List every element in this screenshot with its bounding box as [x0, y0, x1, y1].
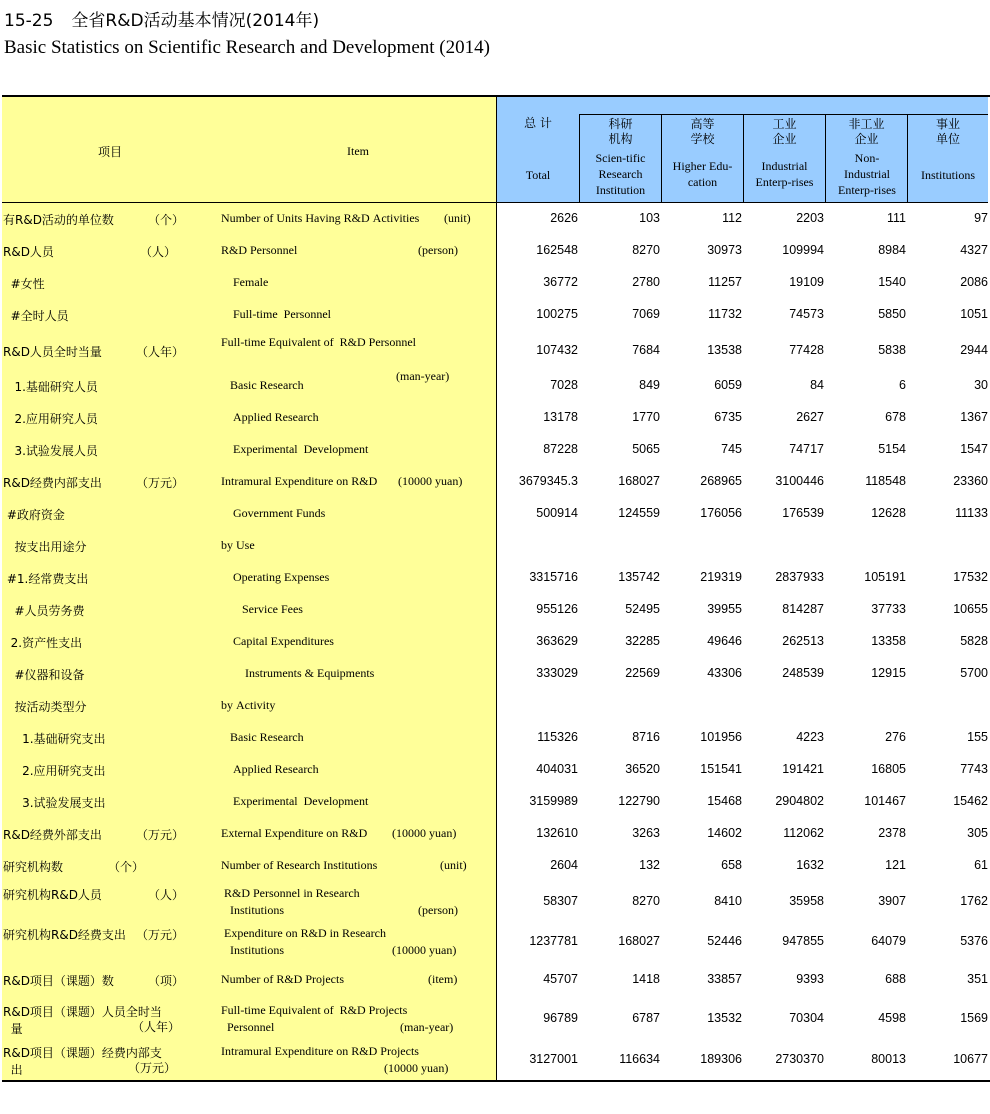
table-row	[0, 594, 990, 626]
table-cell: 8270	[632, 894, 660, 908]
row-label-en: Institutions	[221, 903, 285, 917]
row-label-cn: 3.试验发展人员	[3, 444, 98, 458]
table-cell: 103	[639, 211, 660, 225]
table-cell: 5065	[632, 442, 660, 456]
table-cell: 49646	[707, 634, 742, 648]
row-label-en: Intramural Expenditure on R&D	[221, 474, 378, 488]
table-cell: 1569	[960, 1011, 988, 1025]
table-cell: 189306	[700, 1052, 742, 1066]
row-label-cn: R&D经费外部支出	[3, 828, 102, 842]
table-cell: 36520	[625, 762, 660, 776]
table-cell: 2730370	[775, 1052, 824, 1066]
row-unit-cn: （个）	[148, 213, 185, 227]
table-cell: 96789	[543, 1011, 578, 1025]
table-row	[0, 882, 990, 922]
table-cell: 11732	[708, 307, 742, 321]
table-cell: 70304	[789, 1011, 824, 1025]
table-cell: 3263	[632, 826, 660, 840]
row-label-en: Capital Expenditures	[221, 634, 334, 648]
table-cell: 162548	[536, 243, 578, 257]
row-label-en: Number of R&D Projects	[221, 972, 344, 986]
row-unit-en: (unit)	[444, 211, 471, 225]
row-label-cn: 按支出用途分	[3, 540, 87, 554]
table-cell: 111	[886, 211, 906, 225]
table-cell: 1762	[960, 894, 988, 908]
row-label-cn: #1.经常费支出	[3, 572, 89, 586]
row-label-en: Operating Expenses	[221, 570, 330, 584]
row-label-en: by Activity	[221, 698, 276, 712]
table-cell: 36772	[543, 275, 578, 289]
table-cell: 305	[967, 826, 988, 840]
table-cell: 947855	[782, 934, 824, 948]
table-cell: 105191	[864, 570, 906, 584]
table-cell: 12628	[871, 506, 906, 520]
table-cell: 7684	[632, 343, 660, 357]
row-unit-cn: （人年）	[136, 345, 185, 359]
table-cell: 3100446	[775, 474, 824, 488]
table-cell: 2378	[878, 826, 906, 840]
row-unit-cn: （人年）	[132, 1020, 181, 1034]
table-cell: 61	[974, 858, 988, 872]
table-cell: 109994	[782, 243, 824, 257]
table-cell: 5828	[960, 634, 988, 648]
table-cell: 112062	[783, 826, 824, 840]
table-cell: 363629	[536, 634, 578, 648]
table-cell: 678	[885, 410, 906, 424]
table-row	[0, 267, 990, 299]
table-cell: 116634	[619, 1052, 660, 1066]
row-label-en: Number of Units Having R&D Activities	[221, 211, 420, 225]
table-cell: 97	[974, 211, 988, 225]
table-cell: 15468	[707, 794, 742, 808]
table-cell: 39955	[707, 602, 742, 616]
table-cell: 2837933	[775, 570, 824, 584]
table-cell: 262513	[782, 634, 824, 648]
row-label-en: Institutions	[221, 943, 285, 957]
header-total-cn: 总 计	[524, 116, 552, 130]
table-cell: 351	[967, 972, 988, 986]
table-cell: 1770	[632, 410, 660, 424]
row-label-en: Expenditure on R&D in Research	[221, 926, 386, 940]
table-cell: 688	[885, 972, 906, 986]
table-cell: 30973	[707, 243, 742, 257]
row-unit-cn: （万元）	[128, 1061, 177, 1075]
row-label-en: Female	[221, 275, 269, 289]
row-unit-en: (unit)	[440, 858, 467, 872]
table-cell: 132610	[536, 826, 578, 840]
table-row	[0, 690, 990, 722]
row-label-en: Experimental Development	[221, 442, 369, 456]
table-cell: 4327	[960, 243, 988, 257]
table-row	[0, 299, 990, 331]
row-unit-cn: （人）	[148, 888, 185, 902]
table-cell: 248539	[782, 666, 824, 680]
row-unit-en: (item)	[428, 972, 458, 986]
table-cell: 17532	[953, 570, 988, 584]
row-label-en: Applied Research	[221, 762, 319, 776]
table-cell: 77428	[789, 343, 824, 357]
table-cell: 6787	[632, 1011, 660, 1025]
table-cell: 122790	[618, 794, 660, 808]
table-cell: 500914	[536, 506, 578, 520]
table-cell: 13178	[543, 410, 578, 424]
table-row	[0, 754, 990, 786]
table-cell: 1051	[960, 307, 988, 321]
header-total-en: Total	[525, 168, 551, 182]
table-cell: 12915	[871, 666, 906, 680]
table-cell: 2904802	[775, 794, 824, 808]
table-cell: 74717	[789, 442, 824, 456]
table-cell: 333029	[536, 666, 578, 680]
table-cell: 124559	[618, 506, 660, 520]
table-cell: 32285	[625, 634, 660, 648]
row-unit-cn: （万元）	[136, 828, 185, 842]
table-cell: 8410	[714, 894, 742, 908]
row-label-cn: 量	[3, 1022, 23, 1036]
table-cell: 219319	[700, 570, 742, 584]
row-label-en: Basic Research	[221, 378, 304, 392]
table-cell: 5376	[960, 934, 988, 948]
table-cell: 2780	[632, 275, 660, 289]
row-label-cn: 出	[3, 1063, 23, 1077]
table-cell: 9393	[796, 972, 824, 986]
table-row	[0, 626, 990, 658]
table-row	[0, 498, 990, 530]
table-row	[0, 402, 990, 434]
table-cell: 22569	[625, 666, 660, 680]
row-label-en: Basic Research	[221, 730, 304, 744]
table-cell: 176056	[700, 506, 742, 520]
table-cell: 33857	[707, 972, 742, 986]
table-cell: 1418	[632, 972, 660, 986]
table-cell: 4223	[796, 730, 824, 744]
table-cell: 5838	[878, 343, 906, 357]
row-unit-en: (man-year)	[400, 1020, 454, 1034]
table-cell: 7743	[960, 762, 988, 776]
table-cell: 19109	[789, 275, 824, 289]
table-cell: 4598	[878, 1011, 906, 1025]
row-label-cn: #仪器和设备	[3, 668, 85, 682]
row-label-cn: R&D人员	[3, 245, 54, 259]
row-unit-en: (10000 yuan)	[392, 943, 457, 957]
row-label-cn: 研究机构R&D经费支出	[3, 928, 126, 942]
table-cell: 11133	[955, 506, 988, 520]
table-cell: 1237781	[529, 934, 578, 948]
table-row	[0, 203, 990, 235]
table-cell: 23360	[953, 474, 988, 488]
table-row	[0, 818, 990, 850]
header-item-en: Item	[347, 144, 369, 158]
row-label-en: Government Funds	[221, 506, 326, 520]
table-row	[0, 562, 990, 594]
table-cell: 15462	[953, 794, 988, 808]
table-row	[0, 466, 990, 498]
row-label-cn: R&D经费内部支出	[3, 476, 102, 490]
table-cell: 80013	[871, 1052, 906, 1066]
row-label-cn: #全时人员	[3, 309, 69, 323]
table-cell: 5154	[878, 442, 906, 456]
table-cell: 14602	[707, 826, 742, 840]
row-label-cn: 2.资产性支出	[3, 636, 83, 650]
table-row	[0, 235, 990, 267]
table-row	[0, 658, 990, 690]
row-label-cn: 研究机构数	[3, 860, 64, 874]
table-cell: 112	[722, 211, 742, 225]
row-label-en: Service Fees	[221, 602, 303, 616]
table-cell: 101467	[864, 794, 906, 808]
table-cell: 955126	[536, 602, 578, 616]
table-cell: 404031	[536, 762, 578, 776]
table-row	[0, 530, 990, 562]
table-cell: 6735	[714, 410, 742, 424]
table-cell: 2203	[796, 211, 824, 225]
row-label-en: Full-time Personnel	[221, 307, 331, 321]
table-cell: 3127001	[529, 1052, 578, 1066]
row-label-cn: 2.应用研究人员	[3, 412, 98, 426]
table-cell: 745	[721, 442, 742, 456]
row-label-en: R&D Personnel in Research	[221, 886, 360, 900]
table-cell: 5850	[878, 307, 906, 321]
table-cell: 849	[639, 378, 660, 392]
table-cell: 155	[967, 730, 988, 744]
table-cell: 1367	[960, 410, 988, 424]
header-item-cn: 项目	[97, 145, 122, 159]
table-cell: 5700	[960, 666, 988, 680]
table-cell: 7069	[632, 307, 660, 321]
table-row	[0, 850, 990, 882]
row-label-en: External Expenditure on R&D	[221, 826, 368, 840]
table-cell: 2627	[796, 410, 824, 424]
row-label-cn: R&D项目（课题）数	[3, 974, 114, 988]
table-cell: 8716	[632, 730, 660, 744]
table-cell: 10655	[953, 602, 988, 616]
row-label-en: Number of Research Institutions	[221, 858, 378, 872]
table-cell: 2944	[960, 343, 988, 357]
table-cell: 135742	[618, 570, 660, 584]
table-cell: 8984	[878, 243, 906, 257]
table-cell: 37733	[871, 602, 906, 616]
row-label-cn: #人员劳务费	[3, 604, 85, 618]
table-cell: 13358	[871, 634, 906, 648]
table-cell: 43306	[707, 666, 742, 680]
row-label-cn: #政府资金	[3, 508, 65, 522]
row-label-en: Full-time Equivalent of R&D Projects	[221, 1003, 408, 1017]
row-unit-cn: （项）	[148, 974, 185, 988]
table-cell: 10677	[953, 1052, 988, 1066]
table-cell: 6	[899, 378, 906, 392]
table-cell: 3315716	[529, 570, 578, 584]
table-cell: 11257	[708, 275, 742, 289]
table-cell: 52495	[625, 602, 660, 616]
row-unit-en: (10000 yuan)	[398, 474, 463, 488]
row-label-cn: R&D人员全时当量	[3, 345, 102, 359]
table-row	[0, 370, 990, 402]
row-label-en: Intramural Expenditure on R&D Projects	[221, 1044, 419, 1058]
row-label-en: by Use	[221, 538, 255, 552]
table-cell: 168027	[618, 474, 660, 488]
row-label-cn: 有R&D活动的单位数	[3, 213, 114, 227]
row-label-en: Applied Research	[221, 410, 319, 424]
row-unit-en: (10000 yuan)	[384, 1061, 449, 1075]
row-label-cn: 按活动类型分	[3, 700, 87, 714]
table-cell: 2086	[960, 275, 988, 289]
table-cell: 121	[885, 858, 906, 872]
row-unit-en: (man-year)	[396, 369, 450, 383]
table-cell: 84	[810, 378, 824, 392]
row-label-cn: 研究机构R&D人员	[3, 888, 102, 902]
table-cell: 101956	[700, 730, 742, 744]
row-unit-en: (person)	[418, 243, 458, 257]
table-cell: 268965	[700, 474, 742, 488]
table-title-cn: 15-25 全省R&D活动基本情况(2014年)	[4, 11, 320, 31]
table-row	[0, 962, 990, 998]
table-cell: 814287	[782, 602, 824, 616]
table-title-en: Basic Statistics on Scientific Research and Development (2014)	[4, 37, 490, 58]
table-cell: 8270	[632, 243, 660, 257]
table-row	[0, 998, 990, 1040]
row-label-cn: #女性	[3, 277, 45, 291]
table-cell: 1540	[878, 275, 906, 289]
table-cell: 1632	[796, 858, 824, 872]
table-cell: 100275	[536, 307, 578, 321]
table-row	[0, 1040, 990, 1080]
table-cell: 151541	[700, 762, 742, 776]
table-cell: 7028	[550, 378, 578, 392]
table-cell: 2626	[550, 211, 578, 225]
table-cell: 176539	[782, 506, 824, 520]
row-label-en: Personnel	[221, 1020, 275, 1034]
row-unit-en: (10000 yuan)	[392, 826, 457, 840]
table-row	[0, 434, 990, 466]
table-cell: 16805	[871, 762, 906, 776]
row-label-en: Experimental Development	[221, 794, 369, 808]
table-cell: 1547	[960, 442, 988, 456]
row-unit-cn: （个）	[108, 860, 145, 874]
table-cell: 276	[885, 730, 906, 744]
table-cell: 13538	[707, 343, 742, 357]
row-label-en: R&D Personnel	[221, 243, 298, 257]
table-cell: 115326	[537, 730, 578, 744]
table-cell: 58307	[543, 894, 578, 908]
row-label-cn: 1.基础研究人员	[3, 380, 98, 394]
table-cell: 658	[721, 858, 742, 872]
row-unit-cn: （人）	[140, 245, 177, 259]
table-cell: 13532	[707, 1011, 742, 1025]
table-cell: 87228	[543, 442, 578, 456]
table-bottom-border	[2, 1080, 990, 1082]
row-label-en: Instruments & Equipments	[221, 666, 375, 680]
table-cell: 35958	[789, 894, 824, 908]
row-label-cn: 3.试验发展支出	[3, 796, 106, 810]
table-cell: 3907	[878, 894, 906, 908]
table-cell: 64079	[871, 934, 906, 948]
row-unit-en: (person)	[418, 903, 458, 917]
table-cell: 107432	[536, 343, 578, 357]
table-cell: 6059	[714, 378, 742, 392]
row-label-cn: R&D项目（课题）经费内部支	[3, 1046, 162, 1060]
row-unit-cn: （万元）	[136, 476, 185, 490]
table-cell: 3679345.3	[518, 474, 578, 488]
table-cell: 168027	[618, 934, 660, 948]
table-row	[0, 922, 990, 962]
table-cell: 191421	[782, 762, 824, 776]
table-row	[0, 786, 990, 818]
table-cell: 3159989	[529, 794, 578, 808]
row-label-en: Full-time Equivalent of R&D Personnel	[221, 335, 416, 349]
table-cell: 2604	[550, 858, 578, 872]
table-row	[0, 722, 990, 754]
row-label-cn: 2.应用研究支出	[3, 764, 106, 778]
table-cell: 74573	[789, 307, 824, 321]
row-unit-cn: （万元）	[136, 928, 185, 942]
row-label-cn: R&D项目（课题）人员全时当	[3, 1005, 162, 1019]
table-cell: 132	[639, 858, 660, 872]
row-label-cn: 1.基础研究支出	[3, 732, 106, 746]
table-row	[0, 331, 990, 383]
table-cell: 45707	[543, 972, 578, 986]
table-cell: 118548	[865, 474, 906, 488]
table-cell: 52446	[707, 934, 742, 948]
table-cell: 30	[974, 378, 988, 392]
